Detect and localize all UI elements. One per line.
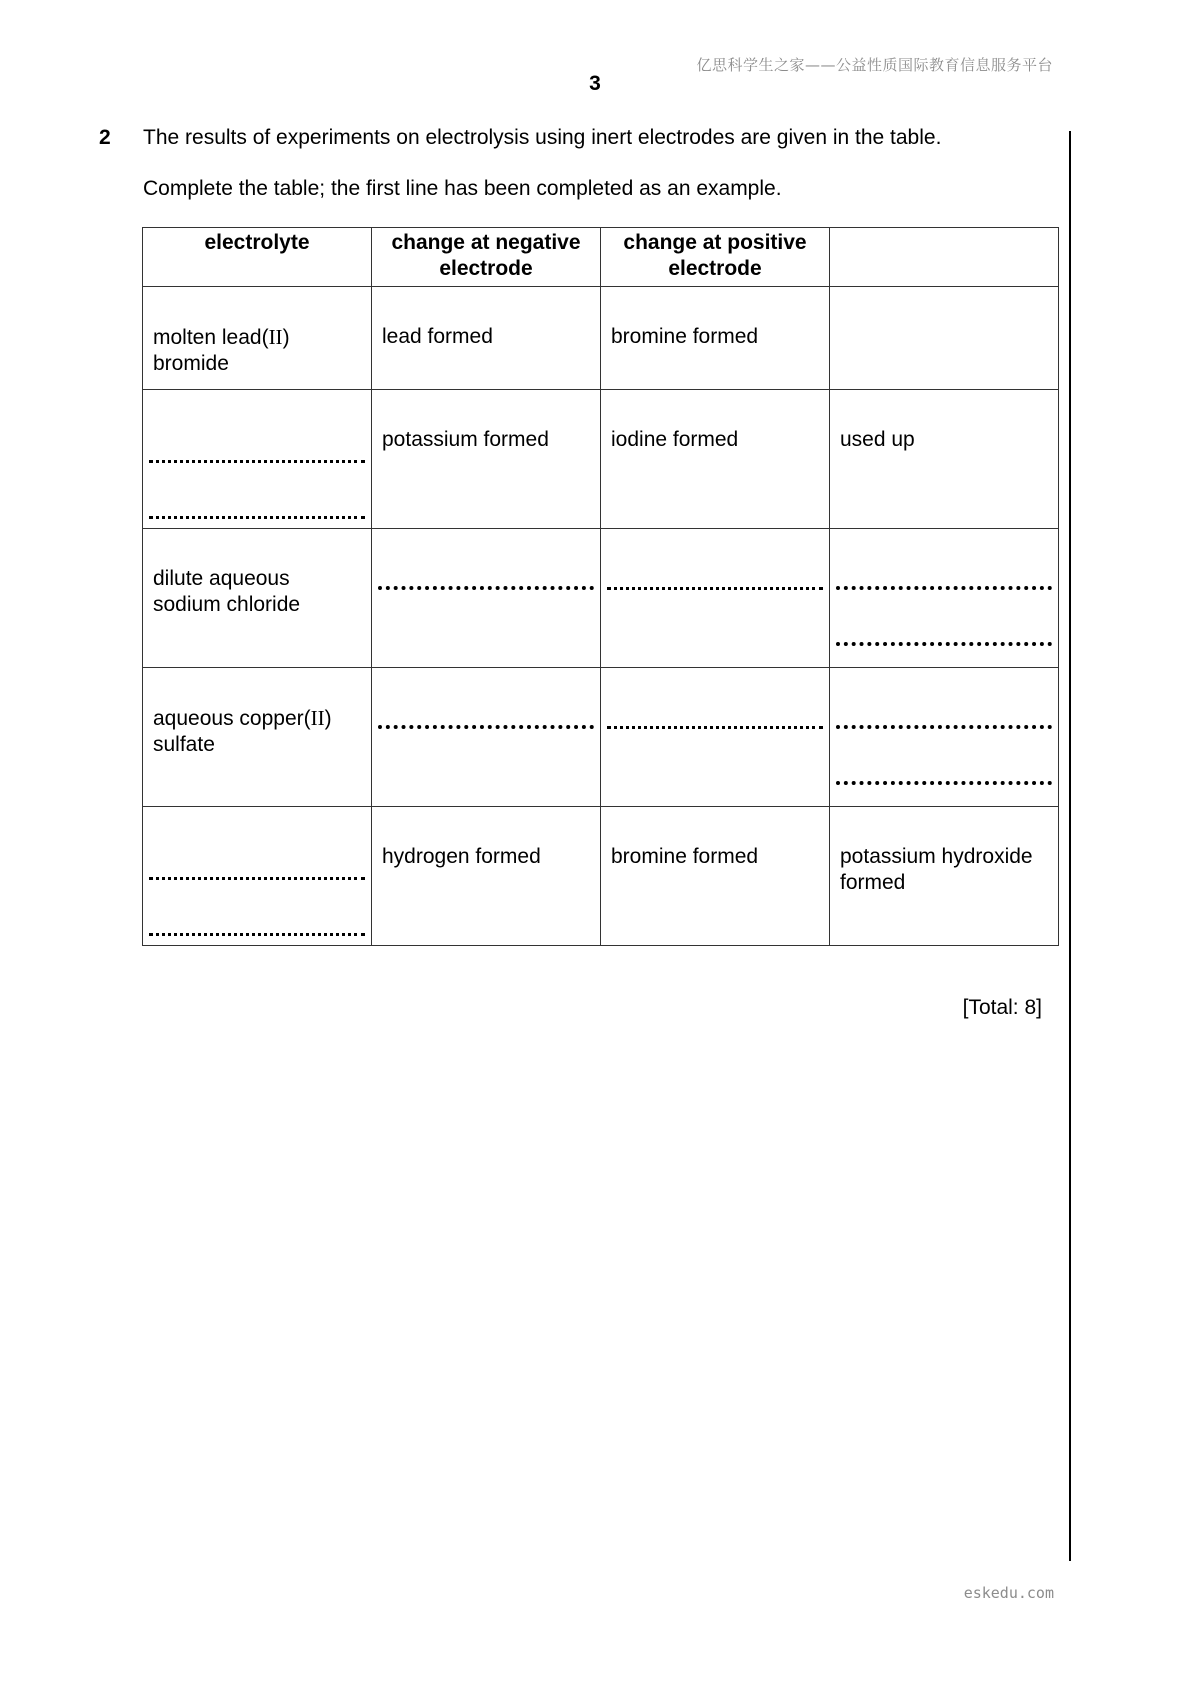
roman-numeral: II	[310, 706, 325, 730]
electrolyte-text-part: ) sulfate	[153, 707, 332, 756]
total-marks: [Total: 8]	[962, 996, 1042, 1019]
answer-line[interactable]	[611, 705, 819, 731]
fourth-column-cell: used up	[830, 390, 1059, 529]
positive-electrode-cell	[601, 668, 830, 807]
fourth-column-cell	[830, 287, 1059, 390]
positive-electrode-cell: bromine formed	[601, 807, 830, 946]
answer-line[interactable]	[153, 495, 361, 521]
header-watermark: 亿思科学生之家——公益性质国际教育信息服务平台	[696, 56, 1053, 74]
fourth-column-cell	[830, 668, 1059, 807]
margin-rule	[1069, 131, 1071, 1561]
roman-numeral: II	[268, 325, 283, 349]
header-positive-electrode: change at positive electrode	[601, 228, 830, 287]
negative-electrode-cell: hydrogen formed	[372, 807, 601, 946]
table-row	[143, 529, 1059, 668]
table-row	[143, 807, 1059, 946]
answer-line[interactable]	[840, 705, 1048, 731]
footer-site: eskedu.com	[963, 1584, 1054, 1602]
answer-line[interactable]	[840, 566, 1048, 592]
page-number: 3	[589, 72, 601, 95]
positive-electrode-cell: iodine formed	[601, 390, 830, 529]
negative-electrode-cell: potassium formed	[372, 390, 601, 529]
negative-electrode-cell	[372, 668, 601, 807]
answer-line[interactable]	[382, 705, 590, 731]
fourth-column-cell: potassium hydroxide formed	[830, 807, 1059, 946]
positive-electrode-cell: bromine formed	[601, 287, 830, 390]
table-row	[143, 287, 1059, 390]
header-negative-electrode: change at negative electrode	[372, 228, 601, 287]
answer-line[interactable]	[153, 439, 361, 465]
question-instruction: Complete the table; the first line has been completed as an example.	[143, 177, 782, 200]
table-header-row	[143, 228, 1059, 287]
electrolyte-cell	[143, 287, 372, 390]
electrolyte-text-part: aqueous copper(	[153, 707, 311, 730]
electrolyte-text-part: ) bromide	[153, 326, 290, 375]
table-row	[143, 390, 1059, 529]
question-text: The results of experiments on electrolysis using inert electrodes are given in the table.	[143, 126, 942, 149]
negative-electrode-cell: lead formed	[372, 287, 601, 390]
fourth-column-cell	[830, 529, 1059, 668]
electrolyte-cell: dilute aqueous sodium chloride	[143, 529, 372, 668]
answer-line[interactable]	[611, 566, 819, 592]
answer-line[interactable]	[840, 622, 1048, 648]
header-electrolyte: electrolyte	[143, 228, 372, 287]
answer-line[interactable]	[382, 566, 590, 592]
answer-line[interactable]	[840, 761, 1048, 787]
question-number: 2	[99, 126, 111, 149]
electrolyte-cell	[143, 390, 372, 529]
electrolyte-cell	[143, 807, 372, 946]
electrolyte-cell	[143, 668, 372, 807]
answer-line[interactable]	[153, 856, 361, 882]
electrolysis-table	[142, 227, 1059, 946]
answer-line[interactable]	[153, 912, 361, 938]
electrolyte-text-part: molten lead(	[153, 326, 269, 349]
header-fourth-column	[830, 228, 1059, 287]
negative-electrode-cell	[372, 529, 601, 668]
positive-electrode-cell	[601, 529, 830, 668]
table-row	[143, 668, 1059, 807]
